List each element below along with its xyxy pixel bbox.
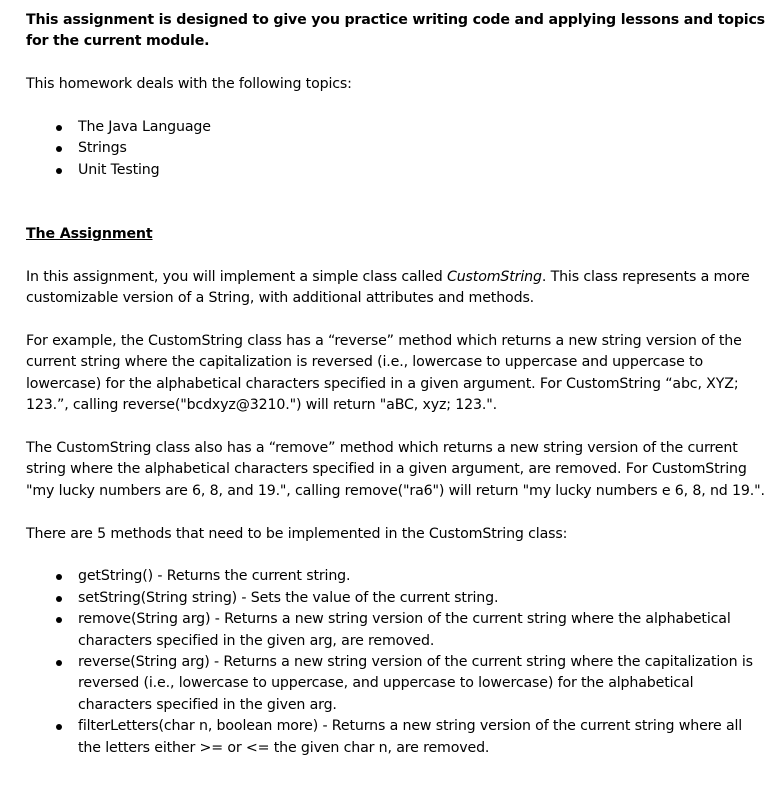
list-item: Strings: [26, 138, 766, 159]
paragraph-remove-example: The CustomString class also has a “remove” method which returns a new string version of the current string where the alphabetical characters specified in a given argument, are removed. For CustomString "my lucky numbers are 6, 8, and 19.", calling remove("ra6") will return "my lucky numbers e 6, 8, nd 19.".: [26, 440, 765, 499]
list-item: filterLetters(char n, boolean more) - Returns a new string version of the current string where all the letters either >= or <= the given char n, are removed.: [26, 716, 766, 759]
spacer: [26, 310, 766, 331]
spacer: [26, 417, 766, 438]
document-body: [26, 10, 766, 759]
spacer: [26, 181, 766, 202]
spacer: [26, 245, 766, 266]
assignment-heading: The Assignment: [26, 226, 153, 242]
methods-list: [26, 566, 766, 759]
list-item: The Java Language: [26, 117, 766, 138]
list-item: setString(String string) - Sets the value of the current string.: [26, 588, 766, 609]
list-item: Unit Testing: [26, 160, 766, 181]
spacer: [26, 502, 766, 523]
list-item: reverse(String arg) - Returns a new string version of the current string where the capitalization is reversed (i.e., lowercase to uppercase, and uppercase to lowercase) for the alphabetical characters specified in the given arg.: [26, 652, 766, 716]
section-heading: [26, 224, 766, 245]
spacer: [26, 96, 766, 117]
topics-intro: This homework deals with the following topics:: [26, 76, 352, 93]
spacer: [26, 53, 766, 74]
para1-after: . This class represents a more customizable version of a String, with additional attributes and methods.: [26, 268, 750, 307]
class-name: CustomString: [446, 268, 542, 285]
list-item: remove(String arg) - Returns a new string version of the current string where the alphabetical characters specified in the given arg, are removed.: [26, 609, 766, 652]
paragraph-reverse-example: For example, the CustomString class has a “reverse” method which returns a new string version of the current string where the capitalization is reversed (i.e., lowercase to uppercase and uppercase to lowercase) for the alphabetical characters specified in a given argument. For CustomString “abc, XYZ; 123.”, calling reverse("bcdxyz@3210.") will return "aBC, xyz; 123.".: [26, 333, 742, 414]
para1-before: In this assignment, you will implement a simple class called: [26, 268, 447, 285]
list-item: getString() - Returns the current string.: [26, 566, 766, 587]
methods-intro: There are 5 methods that need to be implemented in the CustomString class:: [26, 525, 568, 542]
spacer: [26, 545, 766, 566]
intro-paragraph: This assignment is designed to give you practice writing code and applying lessons and topics for the current module.: [26, 12, 765, 50]
topics-list: [26, 117, 766, 181]
paragraph-intro-class: [26, 267, 766, 310]
spacer: [26, 203, 766, 224]
